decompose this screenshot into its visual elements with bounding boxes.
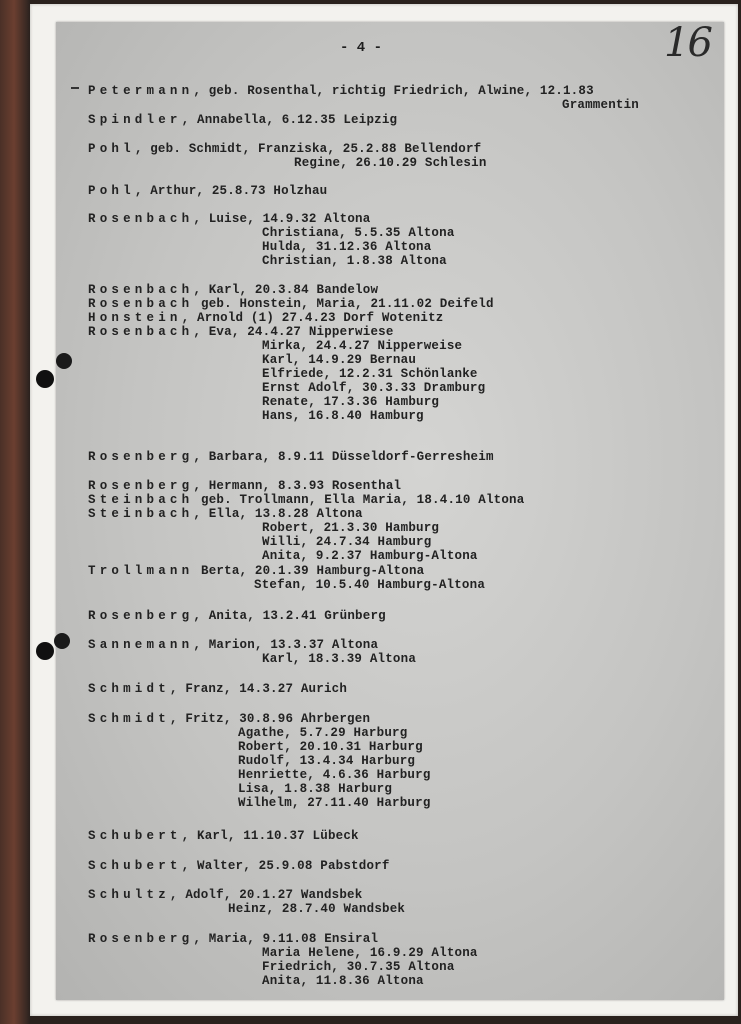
register-line bbox=[262, 946, 478, 960]
person-details: Hans, 16.8.40 Hamburg bbox=[262, 409, 424, 423]
register-line bbox=[262, 353, 416, 367]
folio-number: 16 bbox=[664, 20, 711, 66]
register-line bbox=[88, 493, 524, 507]
punch-hole bbox=[36, 370, 54, 388]
register-line bbox=[88, 638, 378, 652]
register-line bbox=[88, 859, 390, 873]
person-details: , Barbara, 8.9.11 Düsseldorf-Gerresheim bbox=[193, 450, 494, 464]
person-details: Robert, 21.3.30 Hamburg bbox=[262, 521, 440, 535]
register-line bbox=[88, 829, 359, 843]
person-details: Anita, 9.2.37 Hamburg-Altona bbox=[262, 549, 478, 563]
person-details: geb. Honstein, Maria, 21.11.02 Deifeld bbox=[193, 297, 494, 311]
person-details: Elfriede, 12.2.31 Schönlanke bbox=[262, 367, 478, 381]
person-details: Wilhelm, 27.11.40 Harburg bbox=[238, 796, 431, 810]
margin-mark bbox=[71, 87, 79, 89]
register-line bbox=[262, 409, 424, 423]
register-line bbox=[262, 549, 478, 563]
person-details: Karl, 18.3.39 Altona bbox=[262, 652, 417, 666]
surname: Spindler bbox=[88, 113, 182, 127]
surname: Rosenbach bbox=[88, 297, 194, 311]
surname: Trollmann bbox=[88, 564, 194, 578]
person-details: , Ella, 13.8.28 Altona bbox=[193, 507, 363, 521]
person-details: , geb. Rosenthal, richtig Friedrich, Alwine, 12.1.83 bbox=[193, 84, 594, 98]
surname: Steinbach bbox=[88, 507, 194, 521]
person-details: , Annabella, 6.12.35 Leipzig bbox=[181, 113, 398, 127]
register-line bbox=[238, 726, 407, 740]
person-details: Stefan, 10.5.40 Hamburg-Altona bbox=[254, 578, 486, 592]
register-line bbox=[262, 521, 439, 535]
register-line bbox=[262, 367, 478, 381]
page-number: - 4 - bbox=[340, 40, 383, 56]
register-line bbox=[88, 682, 347, 696]
person-details: , Arthur, 25.8.73 Holzhau bbox=[134, 184, 328, 198]
person-details: Christiana, 5.5.35 Altona bbox=[262, 226, 455, 240]
surname: Schmidt bbox=[88, 712, 170, 726]
person-details: Ernst Adolf, 30.3.33 Dramburg bbox=[262, 381, 486, 395]
register-line bbox=[262, 381, 485, 395]
register-line bbox=[238, 782, 392, 796]
surname: Rosenbach bbox=[88, 212, 194, 226]
person-details: Friedrich, 30.7.35 Altona bbox=[262, 960, 455, 974]
person-details: Grammentin bbox=[562, 98, 640, 112]
person-details: , Karl, 20.3.84 Bandelow bbox=[193, 283, 379, 297]
register-line bbox=[88, 283, 378, 297]
punch-hole-copy bbox=[54, 633, 70, 649]
register-line bbox=[262, 535, 431, 549]
surname: Pohl bbox=[88, 184, 135, 198]
person-details: , Maria, 9.11.08 Ensiral bbox=[193, 932, 379, 946]
register-line bbox=[262, 240, 431, 254]
register-line bbox=[262, 652, 416, 666]
register-line bbox=[562, 98, 639, 112]
person-details: Agathe, 5.7.29 Harburg bbox=[238, 726, 408, 740]
register-line bbox=[88, 325, 394, 339]
register-line bbox=[88, 888, 362, 902]
register-line bbox=[262, 974, 424, 988]
register-line bbox=[88, 712, 370, 726]
person-details: Heinz, 28.7.40 Wandsbek bbox=[228, 902, 406, 916]
person-details: , Arnold (1) 27.4.23 Dorf Wotenitz bbox=[181, 311, 444, 325]
person-details: , Karl, 11.10.37 Lübeck bbox=[181, 829, 359, 843]
person-details: Robert, 20.10.31 Harburg bbox=[238, 740, 423, 754]
person-details: Maria Helene, 16.9.29 Altona bbox=[262, 946, 478, 960]
register-line bbox=[262, 226, 455, 240]
register-line bbox=[88, 450, 494, 464]
person-details: Willi, 24.7.34 Hamburg bbox=[262, 535, 432, 549]
register-line bbox=[88, 84, 594, 98]
person-details: Rudolf, 13.4.34 Harburg bbox=[238, 754, 416, 768]
register-line bbox=[262, 339, 462, 353]
register-line bbox=[88, 297, 494, 311]
register-line bbox=[88, 311, 443, 325]
person-details: , Marion, 13.3.37 Altona bbox=[193, 638, 379, 652]
person-details: Berta, 20.1.39 Hamburg-Altona bbox=[193, 564, 425, 578]
surname: Rosenberg bbox=[88, 479, 194, 493]
surname: Sannemann bbox=[88, 638, 194, 652]
register-line bbox=[238, 740, 423, 754]
register-line bbox=[262, 395, 439, 409]
register-line bbox=[228, 902, 405, 916]
person-details: , Anita, 13.2.41 Grünberg bbox=[193, 609, 386, 623]
register-line bbox=[88, 609, 386, 623]
person-details: , Eva, 24.4.27 Nipperwiese bbox=[193, 325, 394, 339]
person-details: , geb. Schmidt, Franziska, 25.2.88 Bellendorf bbox=[134, 142, 482, 156]
surname: Rosenbach bbox=[88, 283, 194, 297]
surname: Schubert bbox=[88, 859, 182, 873]
surname: Steinbach bbox=[88, 493, 194, 507]
register-line bbox=[238, 754, 415, 768]
register-line bbox=[254, 578, 485, 592]
register-line bbox=[294, 156, 487, 170]
punch-hole bbox=[36, 642, 54, 660]
person-details: Henriette, 4.6.36 Harburg bbox=[238, 768, 431, 782]
person-details: , Fritz, 30.8.96 Ahrbergen bbox=[169, 712, 371, 726]
person-details: Christian, 1.8.38 Altona bbox=[262, 254, 447, 268]
person-details: , Luise, 14.9.32 Altona bbox=[193, 212, 371, 226]
register-line bbox=[238, 768, 431, 782]
person-details: Hulda, 31.12.36 Altona bbox=[262, 240, 432, 254]
register-line bbox=[88, 932, 378, 946]
register-line bbox=[88, 212, 370, 226]
surname: Rosenberg bbox=[88, 609, 194, 623]
register-line bbox=[88, 142, 481, 156]
person-details: Renate, 17.3.36 Hamburg bbox=[262, 395, 440, 409]
register-line bbox=[238, 796, 431, 810]
surname: Rosenberg bbox=[88, 450, 194, 464]
surname: Schultz bbox=[88, 888, 170, 902]
surname: Schmidt bbox=[88, 682, 170, 696]
person-details: Karl, 14.9.29 Bernau bbox=[262, 353, 417, 367]
surname: Rosenbach bbox=[88, 325, 194, 339]
person-details: , Walter, 25.9.08 Pabstdorf bbox=[181, 859, 390, 873]
register-line bbox=[88, 113, 397, 127]
register-line bbox=[88, 564, 424, 578]
surname: Schubert bbox=[88, 829, 182, 843]
register-line bbox=[88, 184, 327, 198]
person-details: Lisa, 1.8.38 Harburg bbox=[238, 782, 393, 796]
person-details: Mirka, 24.4.27 Nipperweise bbox=[262, 339, 463, 353]
register-line bbox=[88, 507, 363, 521]
register-line bbox=[262, 960, 455, 974]
person-details: Regine, 26.10.29 Schlesin bbox=[294, 156, 487, 170]
register-line bbox=[88, 479, 401, 493]
person-details: geb. Trollmann, Ella Maria, 18.4.10 Altona bbox=[193, 493, 525, 507]
person-details: , Franz, 14.3.27 Aurich bbox=[169, 682, 348, 696]
surname: Rosenberg bbox=[88, 932, 194, 946]
surname: Petermann bbox=[88, 84, 194, 98]
punch-hole-copy bbox=[56, 353, 72, 369]
person-details: , Hermann, 8.3.93 Rosenthal bbox=[193, 479, 402, 493]
person-details: Anita, 11.8.36 Altona bbox=[262, 974, 424, 988]
surname: Pohl bbox=[88, 142, 135, 156]
surname: Honstein bbox=[88, 311, 182, 325]
person-details: , Adolf, 20.1.27 Wandsbek bbox=[169, 888, 363, 902]
register-line bbox=[262, 254, 447, 268]
